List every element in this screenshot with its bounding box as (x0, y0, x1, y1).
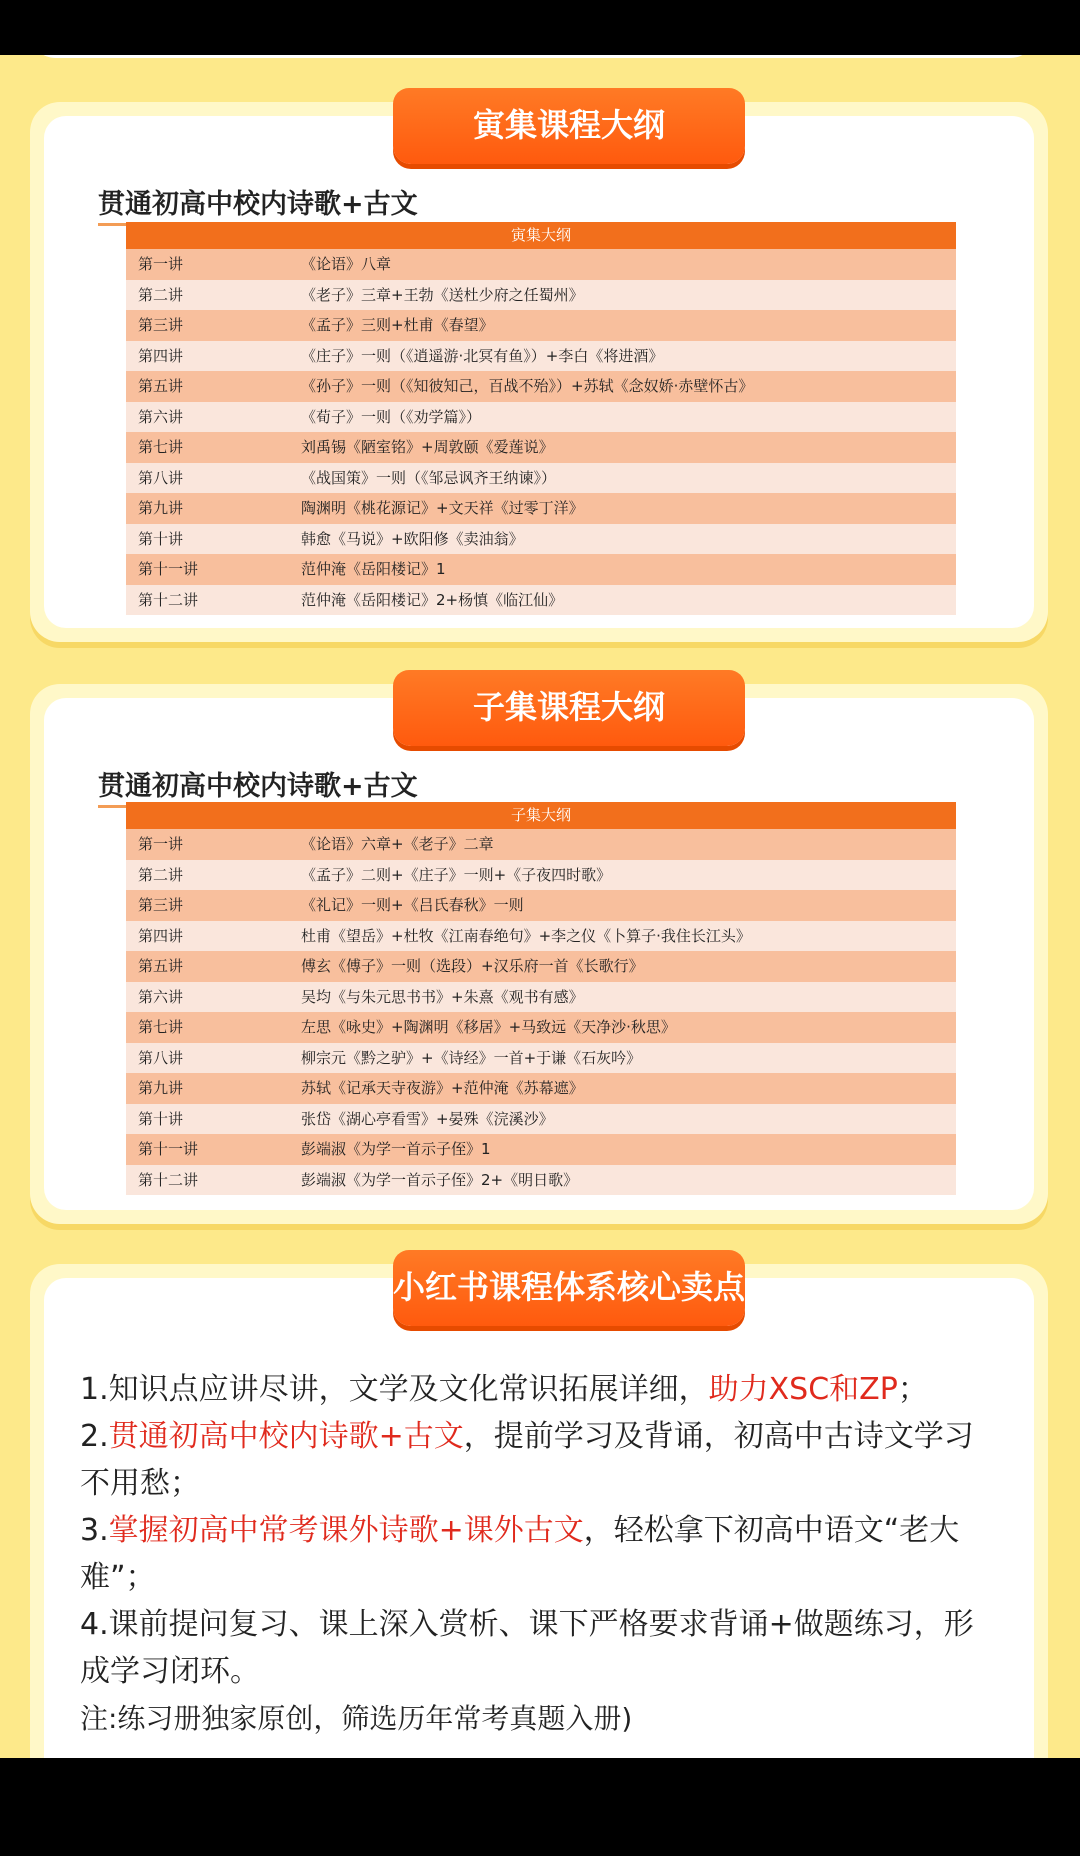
lecture-content: 范仲淹《岳阳楼记》2+杨慎《临江仙》 (301, 590, 564, 609)
lecture-content: 彭端淑《为学一首示子侄》1 (301, 1140, 491, 1158)
table-row (126, 249, 956, 280)
lecture-number: 第五讲 (138, 377, 184, 395)
lecture-content: 《孟子》二则+《庄子》一则+《子夜四时歌》 (301, 865, 612, 884)
lecture-number: 第四讲 (138, 346, 184, 365)
table-title: 寅集大纲 (126, 222, 956, 249)
lecture-number: 第二讲 (138, 865, 184, 884)
table-row (126, 1165, 956, 1196)
lecture-number: 第七讲 (138, 1018, 184, 1036)
yin-outline-card (30, 102, 1048, 642)
table-row (126, 829, 956, 860)
table-row (126, 1043, 956, 1074)
section-badge: 小红书课程体系核心卖点 (393, 1250, 745, 1326)
point-4: 4.课前提问复习、课上深入赏析、课下严格要求背诵+做题练习，形成学习闭环。 (80, 1607, 974, 1689)
point-text: 1.知识点应讲尽讲，文学及文化常识拓展详细， (80, 1372, 709, 1407)
lecture-content: 《孙子》一则（《知彼知己，百战不殆》）+苏轼《念奴娇·赤壁怀古》 (301, 377, 754, 395)
lecture-content: 《战国策》一则（《邹忌讽齐王纳谏》） (301, 468, 557, 487)
status-bar (0, 0, 1080, 55)
table-row (126, 982, 956, 1013)
lecture-number: 第一讲 (138, 835, 184, 853)
table-row (126, 341, 956, 372)
practice-note: 注:练习册独家原创，筛选历年常考真题入册) (80, 1702, 633, 1735)
lecture-number: 第六讲 (138, 407, 184, 426)
table-row (126, 585, 956, 616)
lecture-number: 第十讲 (138, 529, 184, 548)
lecture-content: 苏轼《记承天寺夜游》+范仲淹《苏幕遮》 (301, 1079, 584, 1097)
lecture-number: 第九讲 (138, 1079, 184, 1097)
lecture-content: 《荀子》一则（《劝学篇》） (301, 407, 482, 426)
lecture-number: 第三讲 (138, 316, 184, 334)
table-row (126, 890, 956, 921)
lecture-number: 第五讲 (138, 957, 184, 975)
lecture-number: 第八讲 (138, 468, 184, 487)
lecture-number: 第一讲 (138, 255, 184, 273)
lecture-content: 韩愈《马说》+欧阳修《卖油翁》 (301, 529, 524, 548)
lecture-content: 《论语》八章 (301, 255, 392, 273)
lecture-number: 第十二讲 (138, 1170, 199, 1189)
lecture-content: 左思《咏史》+陶渊明《移居》+马致远《天净沙·秋思》 (301, 1018, 676, 1036)
lecture-number: 第二讲 (138, 285, 184, 304)
lecture-content: 《孟子》三则+杜甫《春望》 (301, 316, 494, 334)
point-highlight: 掌握初高中常考课外诗歌+课外古文 (108, 1513, 584, 1548)
point-3 (80, 1507, 1000, 1601)
table-row (126, 554, 956, 585)
lecture-number: 第六讲 (138, 987, 184, 1006)
table-body (126, 249, 956, 615)
lecture-content: 张岱《湖心亭看雪》+晏殊《浣溪沙》 (301, 1109, 554, 1128)
point-text: 2. (80, 1419, 109, 1454)
point-text: 3. (80, 1513, 109, 1548)
table-title: 子集大纲 (126, 802, 956, 829)
table-row (126, 1104, 956, 1135)
table-row (126, 280, 956, 311)
lecture-number: 第十一讲 (138, 1140, 199, 1158)
outline-table (126, 222, 956, 615)
section-subtitle: 贯通初高中校内诗歌+古文 (98, 182, 418, 226)
table-row (126, 310, 956, 341)
zi-outline-card (30, 684, 1048, 1224)
lecture-number: 第八讲 (138, 1048, 184, 1067)
lecture-content: 彭端淑《为学一首示子侄》2+《明日歌》 (301, 1170, 579, 1189)
point-text: ； (897, 1372, 928, 1407)
lecture-number: 第十一讲 (138, 560, 199, 578)
lecture-number: 第三讲 (138, 896, 184, 914)
selling-points-card (30, 1264, 1048, 1758)
section-badge: 寅集课程大纲 (393, 88, 745, 164)
table-row (126, 1073, 956, 1104)
point-text: ，轻松拿下初高中语文“老大难”； (80, 1513, 960, 1595)
table-row (126, 402, 956, 433)
table-row (126, 463, 956, 494)
section-subtitle: 贯通初高中校内诗歌+古文 (98, 764, 418, 808)
table-row (126, 860, 956, 891)
point-2 (80, 1413, 1000, 1507)
lecture-content: 杜甫《望岳》+杜牧《江南春绝句》+李之仪《卜算子·我住长江头》 (301, 926, 751, 945)
table-row (126, 921, 956, 952)
lecture-content: 《庄子》一则（《逍遥游·北冥有鱼》）+李白《将进酒》 (301, 346, 664, 365)
lecture-number: 第十讲 (138, 1109, 184, 1128)
section-badge: 子集课程大纲 (393, 670, 745, 746)
table-row (126, 524, 956, 555)
outline-table (126, 802, 956, 1195)
table-row (126, 371, 956, 402)
lecture-content: 《礼记》一则+《吕氏春秋》一则 (301, 896, 524, 914)
point-highlight: 贯通初高中校内诗歌+古文 (108, 1419, 464, 1454)
selling-points-list (80, 1366, 1000, 1742)
lecture-number: 第四讲 (138, 926, 184, 945)
table-row (126, 951, 956, 982)
table-row (126, 493, 956, 524)
point-text: ，提前学习及背诵，初高中古诗文学习不用愁； (80, 1419, 974, 1501)
lecture-content: 傅玄《傅子》一则（选段）+汉乐府一首《长歌行》 (301, 957, 644, 975)
table-body (126, 829, 956, 1195)
table-row (126, 1012, 956, 1043)
lecture-content: 陶渊明《桃花源记》+文天祥《过零丁洋》 (301, 499, 584, 517)
lecture-number: 第九讲 (138, 499, 184, 517)
lecture-content: 吴均《与朱元思书书》+朱熹《观书有感》 (301, 987, 584, 1006)
table-row (126, 1134, 956, 1165)
lecture-content: 范仲淹《岳阳楼记》1 (301, 560, 446, 578)
table-row (126, 432, 956, 463)
lecture-content: 《论语》六章+《老子》二章 (301, 835, 494, 853)
lecture-number: 第十二讲 (138, 590, 199, 609)
point-1 (80, 1366, 1000, 1413)
lecture-number: 第七讲 (138, 438, 184, 456)
point-highlight: 助力XSC和ZP (708, 1372, 898, 1407)
lecture-content: 刘禹锡《陋室铭》+周敦颐《爱莲说》 (301, 438, 554, 456)
lecture-content: 《老子》三章+王勃《送杜少府之任蜀州》 (301, 285, 584, 304)
lecture-content: 柳宗元《黔之驴》+《诗经》一首+于谦《石灰吟》 (301, 1048, 642, 1067)
